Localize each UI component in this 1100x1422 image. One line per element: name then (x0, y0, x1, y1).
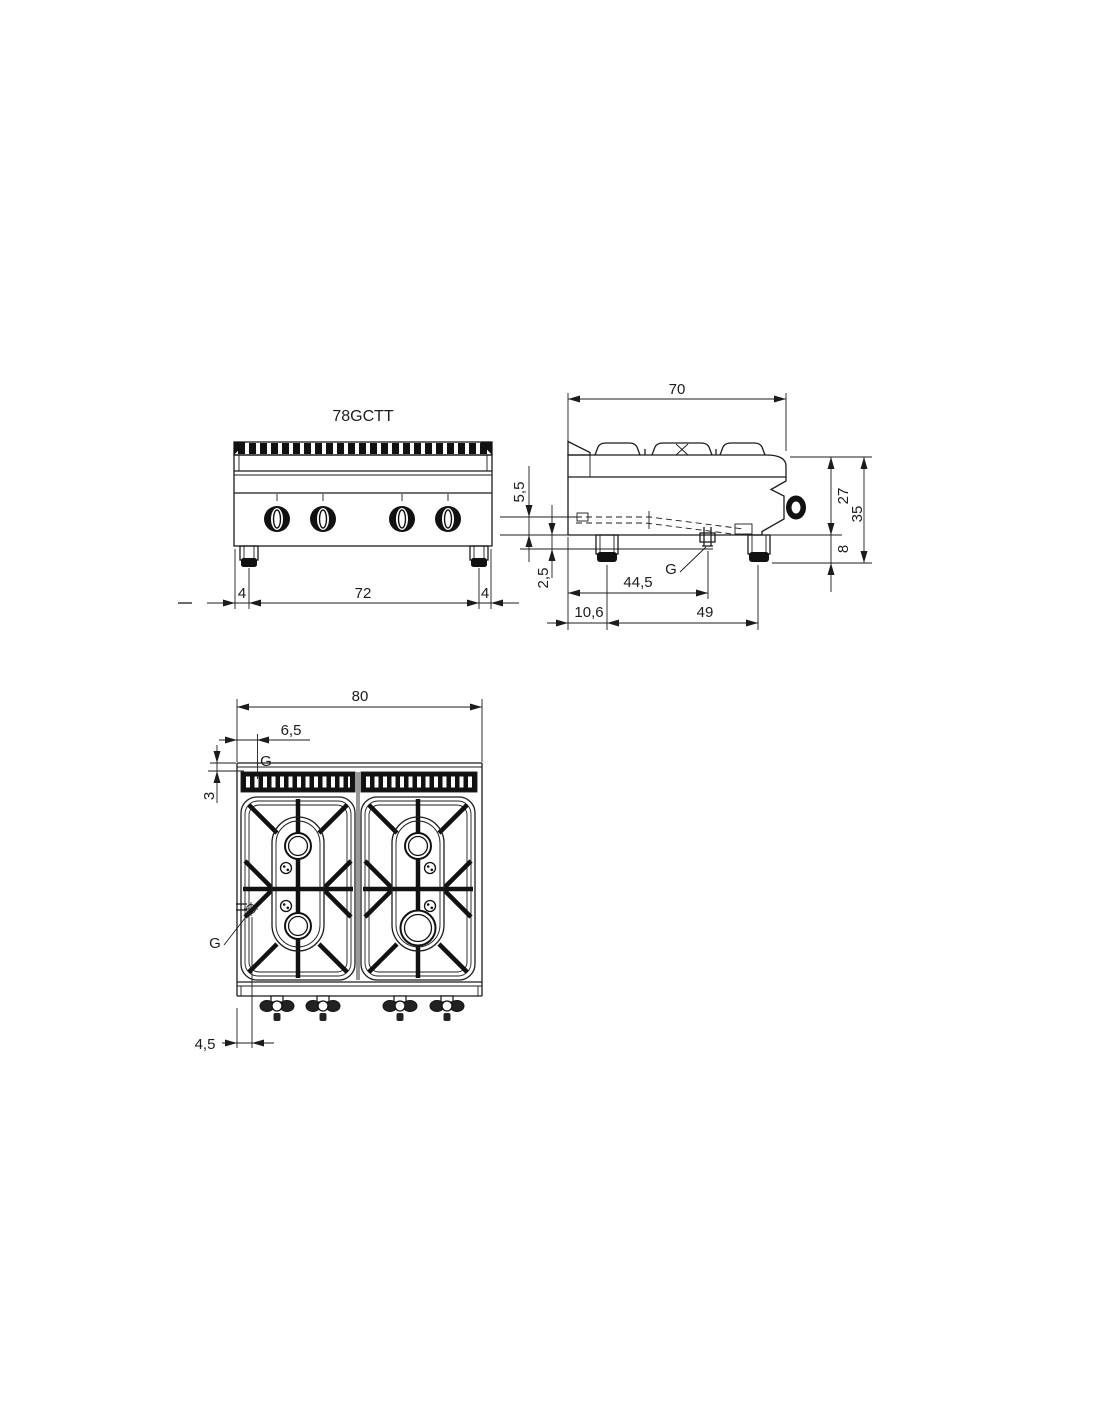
gas-label-top-left: G (209, 935, 221, 952)
top-knobs (260, 996, 464, 1021)
dim-side-leg-height: 8 (835, 544, 852, 554)
side-control-knob (786, 496, 806, 520)
dim-side-connection-height: 2,5 (535, 567, 552, 589)
top-dimensions (195, 688, 482, 1053)
dim-side-front-leg-offset: 10,6 (574, 604, 604, 621)
model-label: 78GCTT (332, 408, 394, 425)
dim-side-depth: 70 (668, 381, 686, 398)
pan-support-grids (241, 797, 475, 980)
top-outline (237, 763, 482, 996)
front-dimensions (178, 549, 519, 609)
side-gas-piping (576, 511, 752, 546)
dim-front-leg-span: 72 (354, 585, 372, 602)
gas-label-top-back: G (260, 753, 272, 770)
gas-connection-fitting (700, 527, 715, 546)
side-body (568, 442, 786, 536)
front-view (178, 408, 519, 609)
top-view (195, 688, 482, 1053)
dim-top-width: 80 (351, 688, 369, 705)
dim-side-overall-height: 35 (849, 505, 866, 523)
front-control-knobs (264, 494, 461, 532)
front-legs (240, 546, 488, 567)
front-grate-strip (234, 442, 492, 455)
dim-front-right-inset: 4 (480, 585, 490, 602)
dim-side-leg-span: 49 (696, 604, 714, 621)
dim-side-gas-offset: 44,5 (623, 574, 653, 591)
side-legs (596, 535, 770, 562)
dim-side-pipe-height: 5,5 (511, 481, 528, 503)
side-view (500, 381, 872, 630)
dim-top-gas-left-offset: 4,5 (194, 1036, 216, 1053)
gas-label-side: G (665, 561, 677, 578)
side-dimensions (500, 381, 872, 630)
dim-top-rear-edge-gap: 3 (201, 791, 218, 801)
dim-side-body-height: 27 (835, 487, 852, 505)
dim-front-left-inset: 4 (237, 585, 247, 602)
dim-top-gas-back-offset: 6,5 (280, 722, 302, 739)
front-body (234, 455, 492, 546)
